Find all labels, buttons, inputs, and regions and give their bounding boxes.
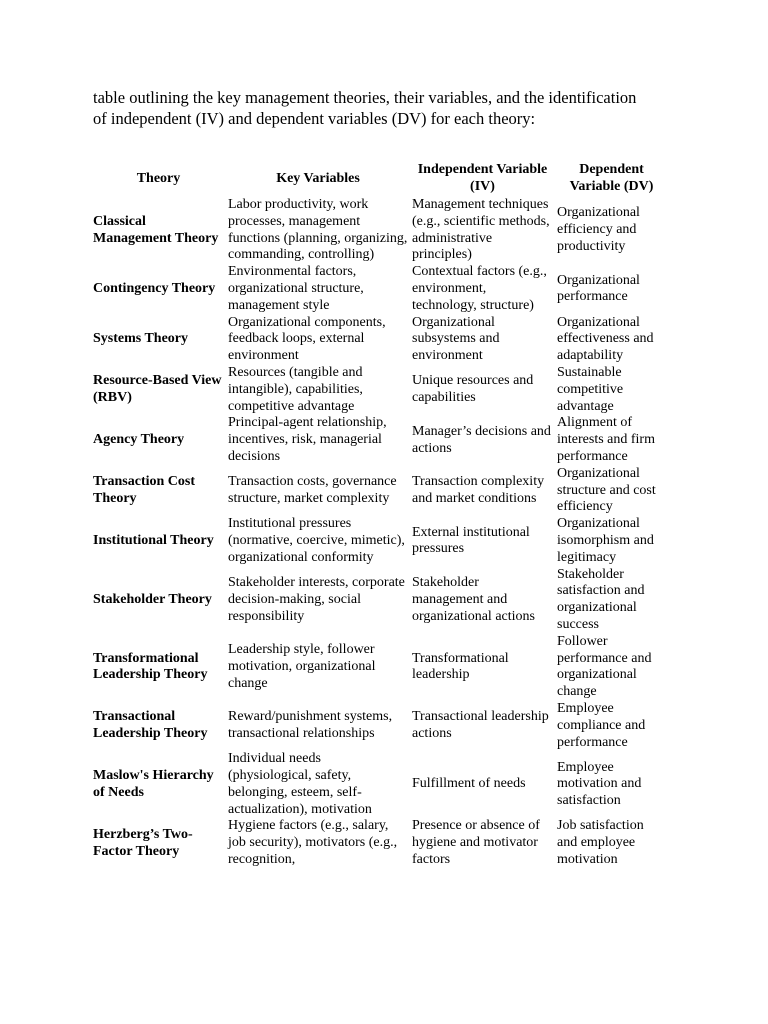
theory-cell: Herzberg’s Two-Factor Theory: [93, 826, 193, 859]
iv-cell: Presence or absence of hygiene and motivator factors: [412, 818, 540, 868]
table-body: [91, 197, 668, 869]
table-row: [91, 516, 668, 566]
iv-cell: Fulfillment of needs: [412, 776, 526, 792]
dv-cell: Alignment of interests and firm performance: [557, 415, 655, 464]
theory-cell: Institutional Theory: [93, 532, 214, 548]
table-row: [91, 197, 668, 264]
dv-cell: Stakeholder satisfaction and organizational success: [557, 566, 645, 632]
iv-cell: Contextual factors (e.g., environment, technology, structure): [412, 264, 547, 313]
table-row: [91, 567, 668, 634]
key-variables-cell: Individual needs (physiological, safety, belonging, esteem, self-actualization), motivation: [228, 751, 372, 817]
iv-cell: Stakeholder management and organizational actions: [412, 574, 535, 624]
theory-cell: Transformational Leadership Theory: [93, 650, 208, 683]
table-row: [91, 466, 668, 516]
dv-cell: Organizational efficiency and productivity: [557, 205, 640, 254]
dv-cell: Sustainable competitive advantage: [557, 364, 624, 414]
dv-cell: Organizational isomorphism and legitimacy: [557, 516, 654, 565]
theory-cell: Contingency Theory: [93, 280, 216, 296]
theory-cell: Stakeholder Theory: [93, 591, 212, 607]
theory-cell: Resource-Based View (RBV): [93, 373, 222, 406]
iv-cell: Transaction complexity and market conditions: [412, 474, 545, 506]
header-key-variables: Key Variables: [276, 170, 360, 186]
table-row: [91, 365, 668, 415]
key-variables-cell: Institutional pressures (normative, coercive, mimetic), organizational conformity: [228, 516, 405, 565]
header-dependent-variable: Dependent Variable (DV): [569, 162, 654, 194]
dv-cell: Job satisfaction and employee motivation: [557, 818, 644, 868]
dv-cell: Organizational effectiveness and adaptability: [557, 314, 654, 364]
dv-cell: Employee compliance and performance: [557, 700, 646, 750]
key-variables-cell: Hygiene factors (e.g., salary, job security), motivators (e.g., recognition,: [228, 818, 398, 868]
dv-cell: Organizational structure and cost efficiency: [557, 465, 656, 515]
key-variables-cell: Labor productivity, work processes, management functions (planning, organizing, commanding, controlling): [228, 197, 408, 263]
dv-cell: Follower performance and organizational change: [557, 633, 652, 700]
table-row: [91, 701, 668, 751]
iv-cell: External institutional pressures: [412, 524, 530, 557]
theory-cell: Systems Theory: [93, 331, 189, 347]
dv-cell: Organizational performance: [557, 272, 640, 305]
key-variables-cell: Environmental factors, organizational structure, management style: [228, 264, 364, 313]
header-independent-variable: Independent Variable (IV): [417, 162, 548, 194]
table-row: [91, 264, 668, 314]
table-header: [91, 161, 668, 197]
key-variables-cell: Resources (tangible and intangible), capabilities, competitive advantage: [228, 364, 363, 414]
header-theory: Theory: [136, 170, 181, 186]
iv-cell: Manager’s decisions and actions: [412, 423, 551, 456]
key-variables-cell: Transaction costs, governance structure, market complexity: [228, 474, 397, 506]
table-row: [91, 634, 668, 701]
header-row: [91, 161, 668, 197]
iv-cell: Organizational subsystems and environment: [412, 314, 500, 364]
table-row: [91, 415, 668, 465]
iv-cell: Transformational leadership: [412, 650, 509, 683]
key-variables-cell: Leadership style, follower motivation, organizational change: [228, 642, 376, 691]
theory-cell: Classical Management Theory: [93, 213, 219, 246]
theories-table: [91, 161, 668, 869]
theory-cell: Transaction Cost Theory: [93, 474, 196, 506]
theory-cell: Agency Theory: [93, 432, 185, 448]
key-variables-cell: Stakeholder interests, corporate decision-making, social responsibility: [228, 574, 405, 624]
table-row: [91, 315, 668, 365]
theory-cell: Maslow's Hierarchy of Needs: [93, 768, 214, 800]
key-variables-cell: Principal-agent relationship, incentives, risk, managerial decisions: [228, 415, 387, 464]
table-row: [91, 751, 668, 818]
iv-cell: Unique resources and capabilities: [412, 373, 534, 406]
theory-cell: Transactional Leadership Theory: [93, 709, 208, 742]
table-row: [91, 818, 668, 868]
intro-paragraph: table outlining the key management theories, their variables, and the identification of independent (IV) and dependent variables (DV) for each theory:: [93, 88, 637, 128]
key-variables-cell: Reward/punishment systems, transactional relationships: [228, 709, 393, 742]
iv-cell: Management techniques (e.g., scientific methods, administrative principles): [412, 197, 550, 263]
iv-cell: Transactional leadership actions: [412, 709, 549, 742]
dv-cell: Employee motivation and satisfaction: [557, 759, 642, 809]
key-variables-cell: Organizational components, feedback loops, external environment: [228, 314, 386, 364]
